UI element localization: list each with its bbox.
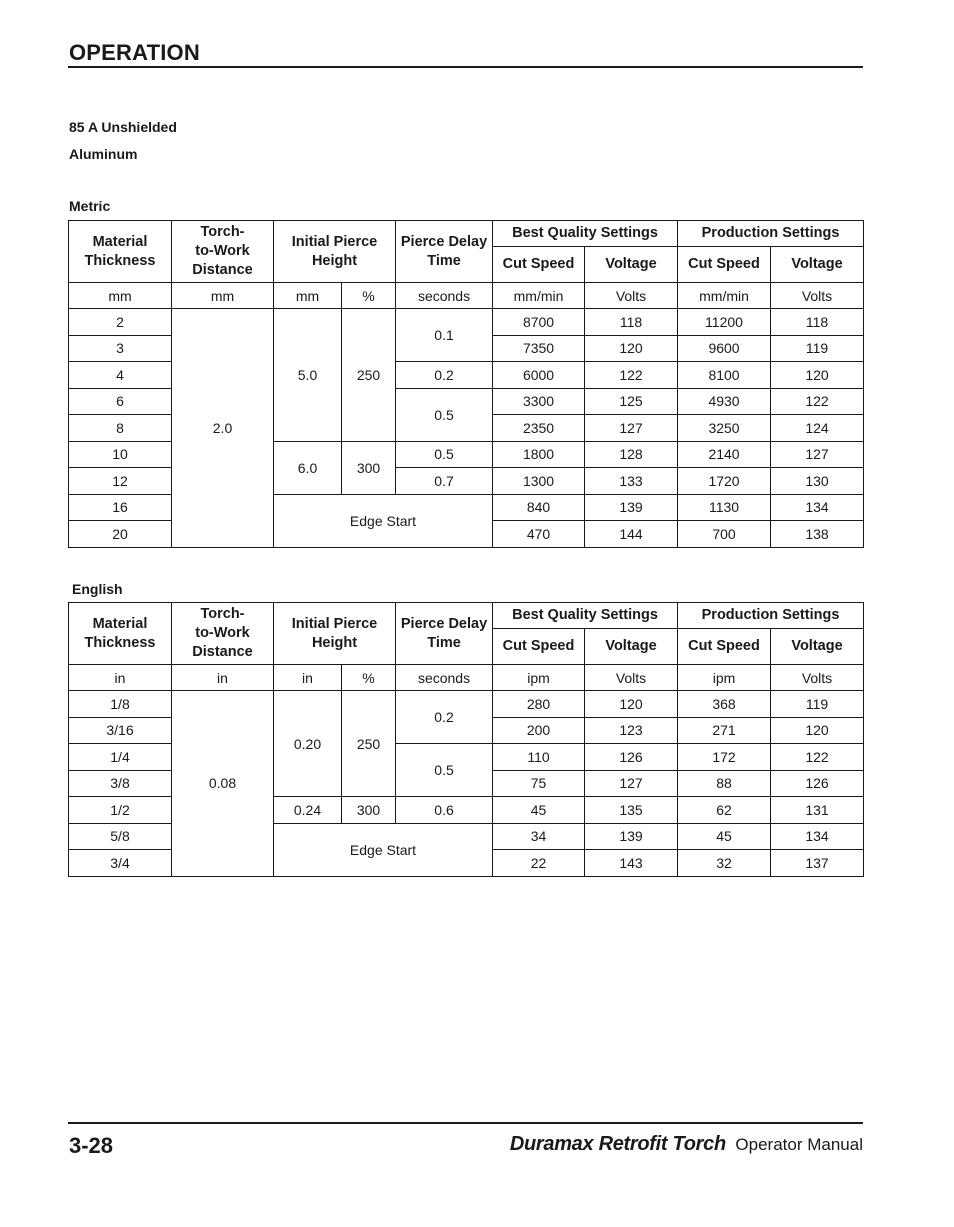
thickness-cell: 1/2 xyxy=(69,797,172,824)
thickness-cell: 3/16 xyxy=(69,717,172,744)
pr-voltage-cell: 127 xyxy=(771,441,864,468)
page-number: 3-28 xyxy=(69,1133,114,1158)
header-best-quality-settings: Best Quality Settings xyxy=(493,603,678,629)
header-bq-voltage: Voltage xyxy=(585,629,678,665)
bq-speed-cell: 6000 xyxy=(493,362,585,389)
header-material-thickness: Material Thickness xyxy=(69,221,172,283)
bq-voltage-cell: 120 xyxy=(585,335,678,362)
unit-cell: ipm xyxy=(493,665,585,691)
pr-speed-cell: 700 xyxy=(678,521,771,548)
header-production-settings: Production Settings xyxy=(678,603,864,629)
section-title: OPERATION xyxy=(69,40,200,65)
pierce-delay-cell: 0.5 xyxy=(396,744,493,797)
thickness-cell: 3/8 xyxy=(69,770,172,797)
bq-voltage-cell: 122 xyxy=(585,362,678,389)
pierce-percent-cell: 250 xyxy=(342,309,396,442)
thickness-cell: 1/8 xyxy=(69,691,172,718)
pr-speed-cell: 3250 xyxy=(678,415,771,442)
pr-speed-cell: 271 xyxy=(678,717,771,744)
bq-speed-cell: 75 xyxy=(493,770,585,797)
metric-cut-chart-table xyxy=(68,220,864,548)
thickness-cell: 2 xyxy=(69,309,172,336)
pierce-delay-cell: 0.7 xyxy=(396,468,493,495)
unit-cell: ipm xyxy=(678,665,771,691)
pr-voltage-cell: 122 xyxy=(771,744,864,771)
header-pr-voltage: Voltage xyxy=(771,629,864,665)
bq-voltage-cell: 139 xyxy=(585,494,678,521)
pr-speed-cell: 62 xyxy=(678,797,771,824)
pr-speed-cell: 1720 xyxy=(678,468,771,495)
unit-cell: mm xyxy=(274,283,342,309)
unit-cell: Volts xyxy=(771,283,864,309)
thickness-cell: 4 xyxy=(69,362,172,389)
bq-voltage-cell: 125 xyxy=(585,388,678,415)
torch-distance-cell: 2.0 xyxy=(172,309,274,548)
pierce-height-cell: 0.20 xyxy=(274,691,342,797)
bq-speed-cell: 1800 xyxy=(493,441,585,468)
header-pierce-delay-time: Pierce Delay Time xyxy=(396,603,493,665)
pierce-delay-cell: 0.5 xyxy=(396,441,493,468)
english-label: English xyxy=(72,581,123,597)
product-name: Duramax Retrofit Torch xyxy=(509,1133,726,1155)
bq-voltage-cell: 127 xyxy=(585,415,678,442)
bq-voltage-cell: 135 xyxy=(585,797,678,824)
thickness-cell: 20 xyxy=(69,521,172,548)
header-bq-cut-speed: Cut Speed xyxy=(493,629,585,665)
bq-voltage-cell: 139 xyxy=(585,823,678,850)
header-rule xyxy=(68,66,863,68)
bq-speed-cell: 200 xyxy=(493,717,585,744)
bq-speed-cell: 3300 xyxy=(493,388,585,415)
pr-voltage-cell: 124 xyxy=(771,415,864,442)
edge-start-cell: Edge Start xyxy=(274,823,493,876)
pr-voltage-cell: 120 xyxy=(771,362,864,389)
pierce-delay-cell: 0.2 xyxy=(396,691,493,744)
pierce-delay-cell: 0.5 xyxy=(396,388,493,441)
pierce-height-cell: 6.0 xyxy=(274,441,342,494)
pr-voltage-cell: 130 xyxy=(771,468,864,495)
metric-label: Metric xyxy=(69,198,111,214)
bq-voltage-cell: 127 xyxy=(585,770,678,797)
unit-cell: Volts xyxy=(585,665,678,691)
thickness-cell: 3 xyxy=(69,335,172,362)
header-pr-cut-speed: Cut Speed xyxy=(678,629,771,665)
unit-cell: seconds xyxy=(396,283,493,309)
table-row xyxy=(69,309,864,336)
unit-cell: in xyxy=(172,665,274,691)
pr-speed-cell: 45 xyxy=(678,823,771,850)
table-row xyxy=(69,691,864,718)
header-initial-pierce-height: Initial Pierce Height xyxy=(274,221,396,283)
bq-speed-cell: 45 xyxy=(493,797,585,824)
unit-cell: mm/min xyxy=(678,283,771,309)
footer-title xyxy=(510,1133,863,1156)
bq-speed-cell: 2350 xyxy=(493,415,585,442)
bq-speed-cell: 110 xyxy=(493,744,585,771)
bq-speed-cell: 34 xyxy=(493,823,585,850)
thickness-cell: 12 xyxy=(69,468,172,495)
pr-voltage-cell: 126 xyxy=(771,770,864,797)
header-production-settings: Production Settings xyxy=(678,221,864,247)
pr-voltage-cell: 134 xyxy=(771,823,864,850)
unit-cell: in xyxy=(274,665,342,691)
thickness-cell: 8 xyxy=(69,415,172,442)
header-bq-voltage: Voltage xyxy=(585,247,678,283)
footer-rule xyxy=(68,1122,863,1124)
pr-speed-cell: 368 xyxy=(678,691,771,718)
edge-start-cell: Edge Start xyxy=(274,494,493,547)
thickness-cell: 10 xyxy=(69,441,172,468)
unit-cell: Volts xyxy=(771,665,864,691)
pierce-delay-cell: 0.2 xyxy=(396,362,493,389)
unit-cell: mm xyxy=(69,283,172,309)
bq-voltage-cell: 128 xyxy=(585,441,678,468)
pr-speed-cell: 1130 xyxy=(678,494,771,521)
bq-speed-cell: 7350 xyxy=(493,335,585,362)
units-row xyxy=(69,283,864,309)
unit-cell: % xyxy=(342,665,396,691)
header-torch-to-work-distance: Torch- to-Work Distance xyxy=(172,221,274,283)
bq-voltage-cell: 118 xyxy=(585,309,678,336)
bq-voltage-cell: 143 xyxy=(585,850,678,877)
bq-voltage-cell: 144 xyxy=(585,521,678,548)
header-bq-cut-speed: Cut Speed xyxy=(493,247,585,283)
header-best-quality-settings: Best Quality Settings xyxy=(493,221,678,247)
bq-speed-cell: 1300 xyxy=(493,468,585,495)
pr-speed-cell: 32 xyxy=(678,850,771,877)
bq-speed-cell: 280 xyxy=(493,691,585,718)
pr-voltage-cell: 119 xyxy=(771,335,864,362)
thickness-cell: 1/4 xyxy=(69,744,172,771)
manual-type: Operator Manual xyxy=(735,1135,863,1154)
pierce-height-cell: 5.0 xyxy=(274,309,342,442)
header-material-thickness: Material Thickness xyxy=(69,603,172,665)
unit-cell: mm/min xyxy=(493,283,585,309)
pr-voltage-cell: 119 xyxy=(771,691,864,718)
unit-cell: mm xyxy=(172,283,274,309)
pierce-percent-cell: 300 xyxy=(342,441,396,494)
bq-voltage-cell: 123 xyxy=(585,717,678,744)
pr-voltage-cell: 134 xyxy=(771,494,864,521)
pierce-height-cell: 0.24 xyxy=(274,797,342,824)
pr-speed-cell: 2140 xyxy=(678,441,771,468)
bq-speed-cell: 8700 xyxy=(493,309,585,336)
thickness-cell: 6 xyxy=(69,388,172,415)
pr-speed-cell: 172 xyxy=(678,744,771,771)
pierce-percent-cell: 250 xyxy=(342,691,396,797)
pr-voltage-cell: 120 xyxy=(771,717,864,744)
bq-speed-cell: 470 xyxy=(493,521,585,548)
process-material-label: Aluminum xyxy=(69,146,138,162)
pr-voltage-cell: 138 xyxy=(771,521,864,548)
pr-voltage-cell: 118 xyxy=(771,309,864,336)
pr-voltage-cell: 122 xyxy=(771,388,864,415)
bq-voltage-cell: 126 xyxy=(585,744,678,771)
pierce-delay-cell: 0.6 xyxy=(396,797,493,824)
bq-speed-cell: 840 xyxy=(493,494,585,521)
header-initial-pierce-height: Initial Pierce Height xyxy=(274,603,396,665)
header-torch-to-work-distance: Torch- to-Work Distance xyxy=(172,603,274,665)
unit-cell: % xyxy=(342,283,396,309)
bq-voltage-cell: 120 xyxy=(585,691,678,718)
torch-distance-cell: 0.08 xyxy=(172,691,274,877)
header-pr-cut-speed: Cut Speed xyxy=(678,247,771,283)
process-current-label: 85 A Unshielded xyxy=(69,119,177,135)
bq-voltage-cell: 133 xyxy=(585,468,678,495)
pr-speed-cell: 4930 xyxy=(678,388,771,415)
pr-speed-cell: 9600 xyxy=(678,335,771,362)
thickness-cell: 3/4 xyxy=(69,850,172,877)
header-pr-voltage: Voltage xyxy=(771,247,864,283)
pr-speed-cell: 88 xyxy=(678,770,771,797)
pr-voltage-cell: 131 xyxy=(771,797,864,824)
header-pierce-delay-time: Pierce Delay Time xyxy=(396,221,493,283)
english-cut-chart-table xyxy=(68,602,864,877)
pierce-percent-cell: 300 xyxy=(342,797,396,824)
thickness-cell: 5/8 xyxy=(69,823,172,850)
unit-cell: in xyxy=(69,665,172,691)
pierce-delay-cell: 0.1 xyxy=(396,309,493,362)
unit-cell: Volts xyxy=(585,283,678,309)
bq-speed-cell: 22 xyxy=(493,850,585,877)
pr-speed-cell: 8100 xyxy=(678,362,771,389)
unit-cell: seconds xyxy=(396,665,493,691)
pr-voltage-cell: 137 xyxy=(771,850,864,877)
units-row xyxy=(69,665,864,691)
pr-speed-cell: 11200 xyxy=(678,309,771,336)
thickness-cell: 16 xyxy=(69,494,172,521)
